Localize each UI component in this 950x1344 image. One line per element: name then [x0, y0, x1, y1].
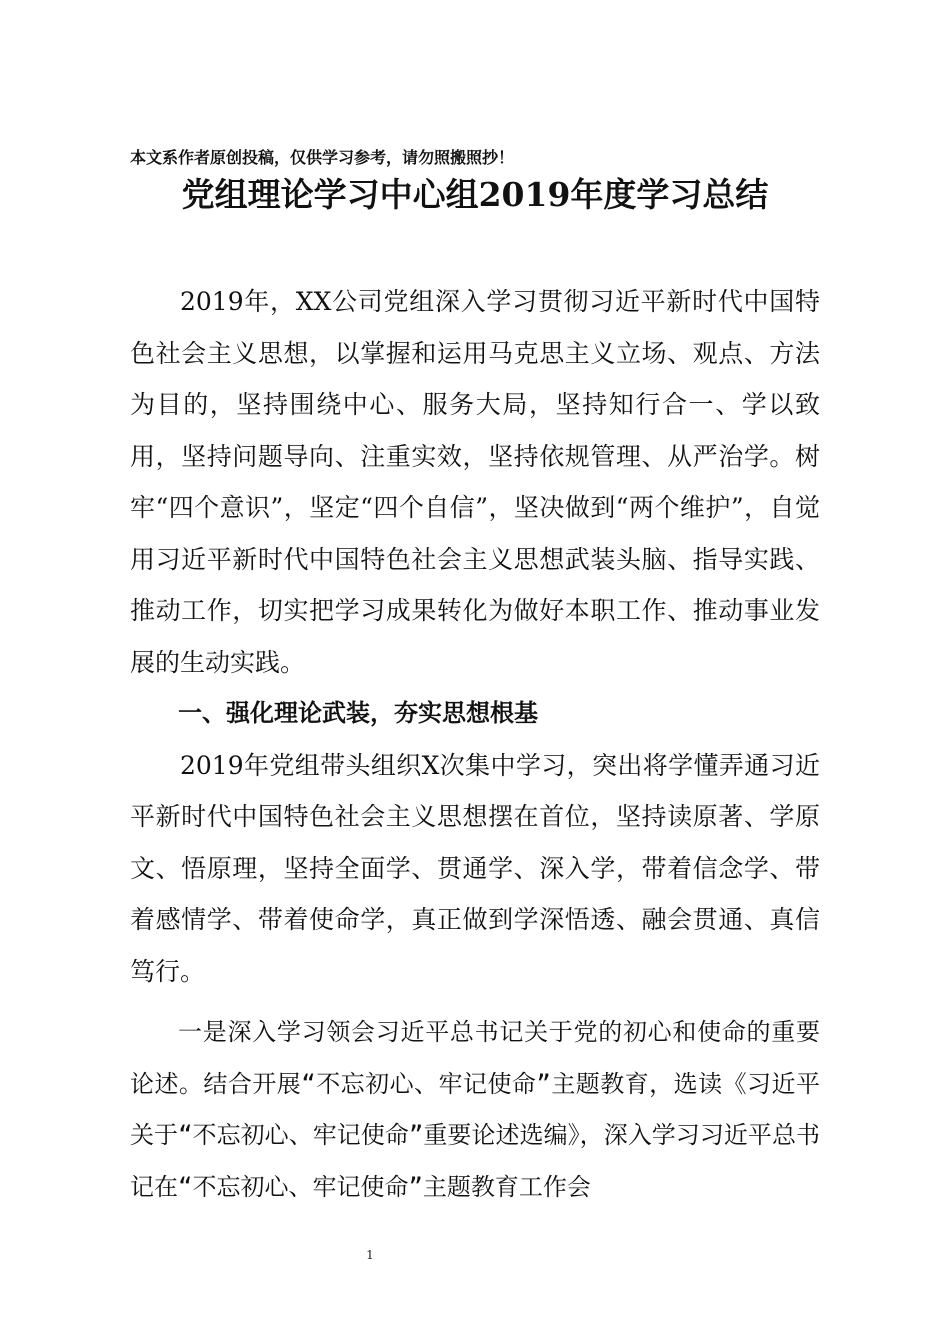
section-heading: 一、强化理论武装，夯实思想根基: [178, 699, 538, 727]
body-paragraph: 2019年党组带头组织X次集中学习，突出将学懂弄通习近平新时代中国特色社会主义思想摆在首位，坚持读原著、学原文、悟原理，坚持全面学、贯通学、深入学，带着信念学、带着感情学、带着使命学，真正做到学深悟透、融会贯通、真信笃行。: [130, 750, 820, 986]
intro-paragraph: 2019年，XX公司党组深入学习贯彻习近平新时代中国特色社会主义思想，以掌握和运用马克思主义立场、观点、方法为目的，坚持围绕中心、服务大局，坚持知行合一、学以致用，坚持问题导向、注重实效，坚持依规管理、从严治学。树牢“四个意识”，坚定“四个自信”，坚决做到“两个维护”，自觉用习近平新时代中国特色社会主义思想武装头脑、指导实践、推动工作，切实把学习成果转化为做好本职工作、推动事业发展的生动实践。: [130, 287, 820, 677]
page-number: 1: [366, 1248, 374, 1262]
document-title: 党组理论学习中心组2019年度学习总结: [181, 175, 769, 214]
document-body: [130, 276, 820, 1213]
body-paragraph: 一是深入学习领会习近平总书记关于党的初心和使命的重要论述。结合开展“不忘初心、牢记使命”主题教育，选读《习近平关于“不忘初心、牢记使命”重要论述选编》，深入学习习近平总书记在“不忘初心、牢记使命”主题教育工作会: [130, 1018, 820, 1201]
copyright-notice: 本文系作者原创投稿，仅供学习参考，请勿照搬照抄！: [130, 148, 515, 167]
